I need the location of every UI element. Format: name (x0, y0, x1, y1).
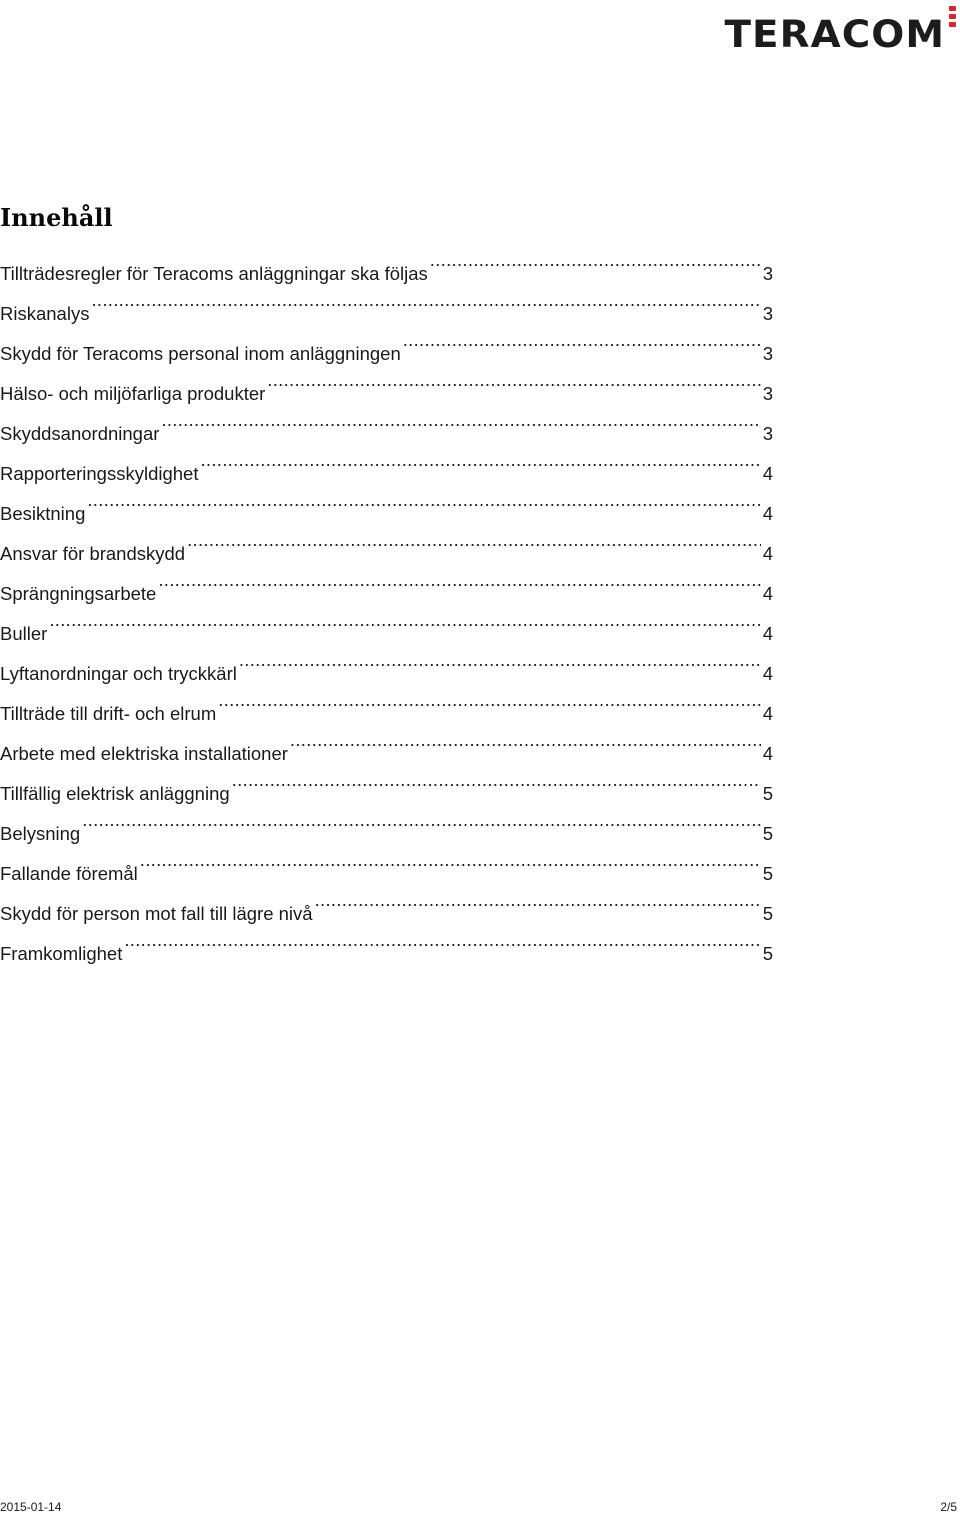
toc-entry[interactable] (0, 600, 773, 644)
toc-entry[interactable] (0, 840, 773, 884)
toc-dot-leader (161, 400, 760, 440)
toc-dot-leader (403, 320, 761, 360)
toc-entry-label: Tillfällig elektrisk anläggning (0, 783, 230, 804)
toc-entry-page: 5 (762, 903, 773, 924)
toc-entry-label: Skydd för Teracoms personal inom anläggningen (0, 343, 401, 364)
toc-dot-leader (140, 840, 761, 880)
toc-entry-label: Rapporteringsskyldighet (0, 463, 199, 484)
footer-date: 2015-01-14 (0, 1500, 62, 1514)
toc-entry-page: 3 (762, 303, 773, 324)
toc-entry-page: 4 (762, 663, 773, 684)
toc-dot-leader (239, 640, 761, 680)
toc-entry-page: 4 (762, 743, 773, 764)
toc-entry-label: Tillträde till drift- och elrum (0, 703, 217, 724)
toc-entry-label: Lyftanordningar och tryckkärl (0, 663, 237, 684)
toc-entry-page: 3 (762, 423, 773, 444)
toc-entries (0, 240, 773, 964)
toc-entry-label: Skydd för person mot fall till lägre nivå (0, 903, 313, 924)
toc-dot-leader (267, 360, 760, 400)
toc-entry[interactable] (0, 640, 773, 684)
toc-entry-label: Ansvar för brandskydd (0, 543, 186, 564)
toc-entry-page: 3 (762, 343, 773, 364)
teracom-logo (724, 6, 956, 56)
toc-dot-leader (187, 520, 761, 560)
toc-dot-leader (87, 480, 760, 520)
toc-entry-label: Tillträdesregler för Teracoms anläggningar ska följas (0, 263, 428, 284)
toc-dot-leader (91, 280, 760, 320)
table-of-contents (0, 201, 773, 964)
toc-entry-label: Skyddsanordningar (0, 423, 160, 444)
toc-entry-label: Framkomlighet (0, 943, 123, 964)
toc-entry-page: 5 (762, 823, 773, 844)
toc-entry[interactable] (0, 320, 773, 364)
toc-dot-leader (200, 440, 760, 480)
toc-entry-page: 4 (762, 703, 773, 724)
toc-entry-page: 5 (762, 863, 773, 884)
toc-dot-leader (158, 560, 760, 600)
toc-entry-label: Fallande föremål (0, 863, 138, 884)
toc-entry-page: 3 (762, 383, 773, 404)
toc-entry-page: 4 (762, 583, 773, 604)
toc-entry[interactable] (0, 240, 773, 284)
toc-dot-leader (430, 240, 761, 280)
footer-page-indicator: 2/5 (940, 1500, 957, 1514)
toc-entry-label: Riskanalys (0, 303, 90, 324)
toc-entry-label: Besiktning (0, 503, 86, 524)
toc-entry[interactable] (0, 520, 773, 564)
toc-entry[interactable] (0, 280, 773, 324)
toc-dot-leader (315, 880, 761, 920)
logo-dots-icon (949, 6, 956, 27)
toc-entry-page: 5 (762, 943, 773, 964)
toc-entry-page: 4 (762, 503, 773, 524)
toc-dot-leader (124, 920, 760, 960)
toc-entry-label: Buller (0, 623, 48, 644)
toc-title: Innehåll (0, 203, 113, 232)
toc-entry-page: 5 (762, 783, 773, 804)
logo-text: TERACOM (724, 13, 945, 56)
toc-entry-label: Sprängningsarbete (0, 583, 157, 604)
toc-entry-page: 4 (762, 463, 773, 484)
toc-entry-page: 3 (762, 263, 773, 284)
toc-entry[interactable] (0, 800, 773, 844)
toc-entry-label: Hälso- och miljöfarliga produkter (0, 383, 266, 404)
toc-dot-leader (49, 600, 760, 640)
toc-entry-page: 4 (762, 623, 773, 644)
toc-dot-leader (232, 760, 761, 800)
toc-entry-page: 4 (762, 543, 773, 564)
toc-dot-leader (82, 800, 760, 840)
toc-entry[interactable] (0, 480, 773, 524)
toc-dot-leader (218, 680, 760, 720)
toc-entry-label: Belysning (0, 823, 81, 844)
toc-entry-label: Arbete med elektriska installationer (0, 743, 288, 764)
toc-dot-leader (290, 720, 761, 760)
